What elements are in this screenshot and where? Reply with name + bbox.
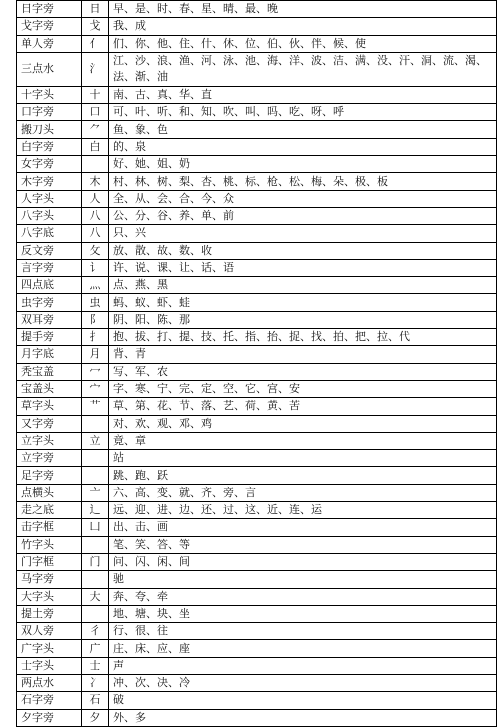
radical-glyph-cell: 讠 [82, 259, 109, 276]
example-chars-cell: 驰 [109, 571, 497, 588]
radical-name-cell: 又字旁 [17, 415, 82, 432]
radical-glyph-cell [82, 467, 109, 484]
table-row [17, 553, 497, 570]
radical-name-cell: 立字旁 [17, 450, 82, 467]
radical-table [16, 0, 497, 727]
radical-glyph-cell: 十 [82, 86, 109, 103]
example-chars-cell: 可、叶、听、和、知、吹、叫、吗、吃、呀、呼 [109, 104, 497, 121]
radical-glyph-cell: 木 [82, 173, 109, 190]
radical-name-cell: 夕字旁 [17, 709, 82, 726]
radical-name-cell: 广字头 [17, 640, 82, 657]
table-row [17, 346, 497, 363]
example-chars-cell: 六、高、变、就、齐、旁、言 [109, 484, 497, 501]
radical-name-cell: 十字头 [17, 86, 82, 103]
radical-name-cell: 门字框 [17, 553, 82, 570]
example-chars-cell: 南、古、真、华、直 [109, 86, 497, 103]
radical-name-cell: 走之底 [17, 502, 82, 519]
example-chars-cell: 奔、夸、牵 [109, 588, 497, 605]
table-row [17, 709, 497, 726]
radical-name-cell: 白字旁 [17, 138, 82, 155]
radical-glyph-cell: 人 [82, 190, 109, 207]
radical-name-cell: 两点水 [17, 674, 82, 691]
example-chars-cell: 我、成 [109, 18, 497, 35]
radical-glyph-cell: 氵 [82, 52, 109, 86]
radical-glyph-cell [82, 450, 109, 467]
table-row [17, 35, 497, 52]
table-row [17, 104, 497, 121]
radical-glyph-cell: 石 [82, 692, 109, 709]
example-chars-cell: 村、林、树、梨、杏、桃、标、枪、松、梅、朵、极、板 [109, 173, 497, 190]
radical-name-cell: 口字旁 [17, 104, 82, 121]
radical-glyph-cell: 八 [82, 207, 109, 224]
radical-name-cell: 月字底 [17, 346, 82, 363]
radical-name-cell: 马字旁 [17, 571, 82, 588]
example-chars-cell: 放、散、故、数、收 [109, 242, 497, 259]
table-row [17, 484, 497, 501]
radical-name-cell: 双耳旁 [17, 311, 82, 328]
radical-glyph-cell: 凵 [82, 519, 109, 536]
radical-glyph-cell: 灬 [82, 277, 109, 294]
radical-table-body [17, 1, 497, 727]
example-chars-cell: 写、军、农 [109, 363, 497, 380]
radical-name-cell: 木字旁 [17, 173, 82, 190]
radical-glyph-cell: 宀 [82, 380, 109, 397]
table-row [17, 380, 497, 397]
table-row [17, 311, 497, 328]
radical-glyph-cell: 亻 [82, 35, 109, 52]
radical-glyph-cell: 白 [82, 138, 109, 155]
radical-name-cell: 竹字头 [17, 536, 82, 553]
radical-name-cell: 提手旁 [17, 329, 82, 346]
table-row [17, 277, 497, 294]
table-row [17, 86, 497, 103]
radical-name-cell: 八字底 [17, 225, 82, 242]
radical-glyph-cell: 月 [82, 346, 109, 363]
table-row [17, 467, 497, 484]
example-chars-cell: 竟、章 [109, 432, 497, 449]
radical-name-cell: 足字旁 [17, 467, 82, 484]
radical-glyph-cell [82, 536, 109, 553]
example-chars-cell: 地、塘、块、坐 [109, 605, 497, 622]
example-chars-cell: 破 [109, 692, 497, 709]
radical-glyph-cell: 亠 [82, 484, 109, 501]
radical-glyph-cell: 夕 [82, 709, 109, 726]
example-chars-cell: 好、她、姐、奶 [109, 156, 497, 173]
radical-name-cell: 石字旁 [17, 692, 82, 709]
radical-glyph-cell: 冖 [82, 363, 109, 380]
table-row [17, 571, 497, 588]
table-row [17, 363, 497, 380]
example-chars-cell: 外、多 [109, 709, 497, 726]
radical-glyph-cell [82, 156, 109, 173]
example-chars-cell: 冲、次、决、冷 [109, 674, 497, 691]
example-chars-cell: 对、欢、观、邓、鸡 [109, 415, 497, 432]
radical-name-cell: 日字旁 [17, 1, 82, 18]
table-row [17, 225, 497, 242]
table-row [17, 450, 497, 467]
radical-name-cell: 提土旁 [17, 605, 82, 622]
radical-table-page [16, 0, 497, 727]
table-row [17, 432, 497, 449]
radical-glyph-cell: 彳 [82, 623, 109, 640]
example-chars-cell: 抱、拔、打、提、技、托、指、抬、捉、找、拍、把、拉、代 [109, 329, 497, 346]
example-chars-cell: 站 [109, 450, 497, 467]
radical-glyph-cell: 攵 [82, 242, 109, 259]
example-chars-cell: 许、说、课、让、话、语 [109, 259, 497, 276]
example-chars-cell: 笔、笑、答、等 [109, 536, 497, 553]
table-row [17, 207, 497, 224]
example-chars-cell: 公、分、谷、养、单、前 [109, 207, 497, 224]
radical-glyph-cell: 广 [82, 640, 109, 657]
table-row [17, 536, 497, 553]
radical-name-cell: 八字头 [17, 207, 82, 224]
table-row [17, 329, 497, 346]
example-chars-cell: 们、你、他、住、什、休、位、伯、伙、伴、候、使 [109, 35, 497, 52]
example-chars-cell: 只、兴 [109, 225, 497, 242]
table-row [17, 519, 497, 536]
radical-name-cell: 秃宝盖 [17, 363, 82, 380]
table-row [17, 605, 497, 622]
example-chars-cell: 远、迎、进、边、还、过、这、近、连、运 [109, 502, 497, 519]
table-row [17, 588, 497, 605]
table-row [17, 502, 497, 519]
radical-name-cell: 双人旁 [17, 623, 82, 640]
table-row [17, 173, 497, 190]
example-chars-cell: 江、沙、浪、渔、河、泳、池、海、洋、波、洁、满、没、汗、洞、流、渴、法、渐、油 [109, 52, 497, 86]
example-chars-cell: 庄、床、应、座 [109, 640, 497, 657]
radical-name-cell: 宝盖头 [17, 380, 82, 397]
radical-name-cell: 女字旁 [17, 156, 82, 173]
radical-glyph-cell: 阝 [82, 311, 109, 328]
example-chars-cell: 全、从、会、合、今、众 [109, 190, 497, 207]
table-row [17, 1, 497, 18]
radical-name-cell: 点横头 [17, 484, 82, 501]
radical-name-cell: 单人旁 [17, 35, 82, 52]
radical-glyph-cell: ⺈ [82, 121, 109, 138]
radical-glyph-cell: 扌 [82, 329, 109, 346]
example-chars-cell: 蚂、蚁、虾、蛙 [109, 294, 497, 311]
example-chars-cell: 草、第、花、节、落、艺、荷、黄、苦 [109, 398, 497, 415]
example-chars-cell: 问、闪、闲、间 [109, 553, 497, 570]
table-row [17, 242, 497, 259]
radical-glyph-cell: 门 [82, 553, 109, 570]
radical-glyph-cell: 虫 [82, 294, 109, 311]
table-row [17, 692, 497, 709]
table-row [17, 415, 497, 432]
table-row [17, 156, 497, 173]
radical-glyph-cell: 立 [82, 432, 109, 449]
radical-name-cell: 士字头 [17, 657, 82, 674]
radical-name-cell: 三点水 [17, 52, 82, 86]
example-chars-cell: 点、燕、黑 [109, 277, 497, 294]
table-row [17, 657, 497, 674]
table-row [17, 190, 497, 207]
example-chars-cell: 早、是、时、春、星、晴、最、晚 [109, 1, 497, 18]
radical-glyph-cell [82, 415, 109, 432]
example-chars-cell: 跳、跑、跃 [109, 467, 497, 484]
radical-name-cell: 草字头 [17, 398, 82, 415]
radical-glyph-cell: 大 [82, 588, 109, 605]
example-chars-cell: 鱼、象、色 [109, 121, 497, 138]
example-chars-cell: 背、青 [109, 346, 497, 363]
radical-name-cell: 反文旁 [17, 242, 82, 259]
radical-name-cell: 立字头 [17, 432, 82, 449]
radical-glyph-cell: 戈 [82, 18, 109, 35]
table-row [17, 259, 497, 276]
example-chars-cell: 字、寒、宁、完、定、空、它、宫、安 [109, 380, 497, 397]
table-row [17, 121, 497, 138]
table-row [17, 623, 497, 640]
radical-glyph-cell: 口 [82, 104, 109, 121]
radical-glyph-cell: 艹 [82, 398, 109, 415]
radical-glyph-cell: 八 [82, 225, 109, 242]
radical-name-cell: 击字框 [17, 519, 82, 536]
radical-name-cell: 大字头 [17, 588, 82, 605]
example-chars-cell: 出、击、画 [109, 519, 497, 536]
radical-name-cell: 戈字旁 [17, 18, 82, 35]
radical-name-cell: 四点底 [17, 277, 82, 294]
radical-name-cell: 言字旁 [17, 259, 82, 276]
example-chars-cell: 声 [109, 657, 497, 674]
radical-name-cell: 搬刀头 [17, 121, 82, 138]
table-row [17, 640, 497, 657]
radical-glyph-cell [82, 605, 109, 622]
example-chars-cell: 行、很、往 [109, 623, 497, 640]
radical-glyph-cell: 冫 [82, 674, 109, 691]
radical-glyph-cell: 士 [82, 657, 109, 674]
example-chars-cell: 的、泉 [109, 138, 497, 155]
radical-glyph-cell: 日 [82, 1, 109, 18]
radical-name-cell: 人字头 [17, 190, 82, 207]
table-row [17, 674, 497, 691]
table-row [17, 138, 497, 155]
radical-name-cell: 虫字旁 [17, 294, 82, 311]
table-row [17, 18, 497, 35]
radical-glyph-cell: 辶 [82, 502, 109, 519]
radical-glyph-cell [82, 571, 109, 588]
table-row [17, 52, 497, 86]
table-row [17, 398, 497, 415]
example-chars-cell: 阴、阳、陈、那 [109, 311, 497, 328]
table-row [17, 294, 497, 311]
